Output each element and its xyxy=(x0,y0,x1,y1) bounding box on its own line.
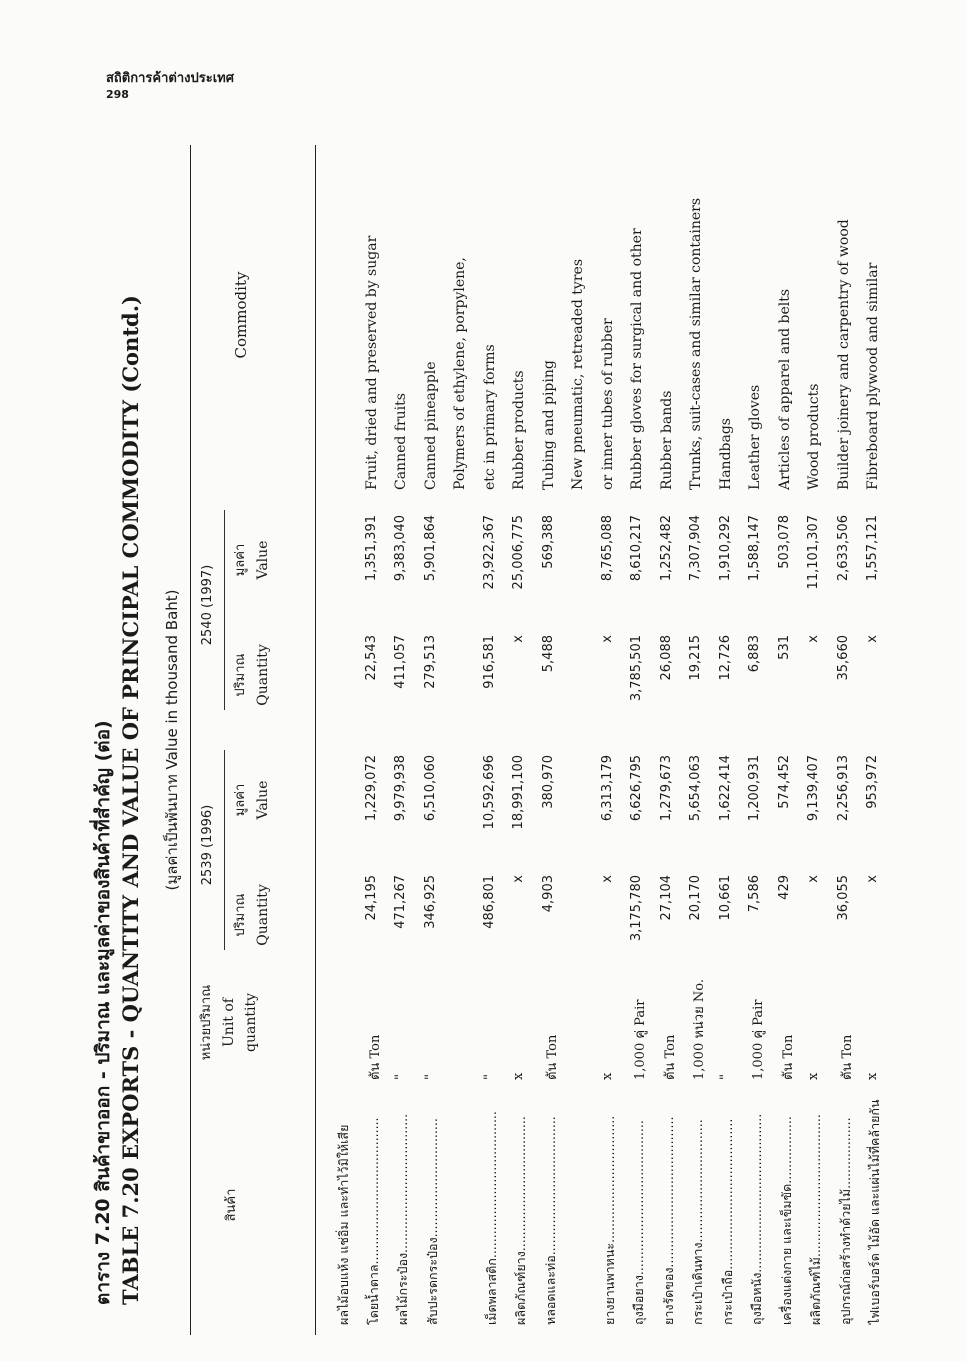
quantity-1997-cell: x xyxy=(511,635,526,643)
page-number: 298 xyxy=(106,88,129,101)
quantity-1996-cell: x xyxy=(599,875,615,883)
quantity-1996-cell: 10,661 xyxy=(717,875,733,921)
header-year-1996: 2539 (1996) xyxy=(200,804,215,886)
table-row xyxy=(861,145,889,1335)
value-1996-cell: 2,256,913 xyxy=(835,755,851,822)
header-unit-thai: หน่วยปริมาณ xyxy=(199,984,214,1061)
table-row xyxy=(537,145,565,1335)
unit-cell: ตัน Ton xyxy=(544,1034,560,1080)
unit-cell: ตัน Ton xyxy=(367,1034,383,1080)
commodity-eng-cell: Leather gloves xyxy=(747,384,763,490)
unit-cell: ตัน Ton xyxy=(662,1034,678,1080)
commodity-eng-cell: etc in primary forms xyxy=(481,344,498,490)
commodity-thai-cell: โดยน้ำตาล..................................... xyxy=(365,1117,381,1325)
value-1997-cell: 8,765,088 xyxy=(599,515,615,582)
table-row xyxy=(360,145,388,1335)
value-1997-cell: 5,901,864 xyxy=(422,515,438,582)
value-1996-cell: 953,972 xyxy=(865,755,880,809)
commodity-eng-cell: Fruit, dried and preserved by sugar xyxy=(363,235,380,490)
quantity-1996-cell: 486,801 xyxy=(481,875,497,929)
quantity-1997-cell: 12,726 xyxy=(717,635,733,681)
quantity-1996-cell: 27,104 xyxy=(658,875,674,921)
table-title-thai: ตาราง 7.20 สินค้าขาออก - ปริมาณ และมูลค่าของสินค้าที่สำคัญ (ต่อ) xyxy=(92,720,114,1305)
header-value-1996-eng: Value xyxy=(255,780,271,820)
value-1996-cell: 574,452 xyxy=(776,755,792,809)
quantity-1997-cell: 35,660 xyxy=(835,635,851,681)
rotated-table-page xyxy=(80,145,900,1335)
commodity-eng-cell: Builder joinery and carpentry of wood xyxy=(835,219,852,490)
quantity-1996-cell: 36,055 xyxy=(835,875,851,921)
value-1997-cell: 11,101,307 xyxy=(806,515,821,590)
unit-cell: x xyxy=(865,1072,880,1080)
commodity-thai-cell: ถุงมือหนัง........................................ xyxy=(749,1113,764,1325)
header-qty-1997-eng: Quantity xyxy=(255,644,271,706)
unit-cell: x xyxy=(511,1072,526,1080)
header-value-1996 xyxy=(230,750,274,850)
quantity-1996-cell: 429 xyxy=(776,875,792,900)
header-commodity-thai-label: สินค้า xyxy=(224,1188,239,1222)
quantity-1997-cell: 19,215 xyxy=(688,635,703,681)
value-1997-cell: 503,078 xyxy=(776,515,792,569)
quantity-1997-cell: 279,513 xyxy=(422,635,438,689)
commodity-thai-cell: อุปกรณ์ก่อสร้างทำด้วยไม้.................. xyxy=(837,1117,853,1325)
commodity-thai-cell: หลอดและท่อ................................... xyxy=(542,1116,558,1325)
table-top-rule xyxy=(190,145,191,1335)
commodity-thai-cell: ยางรัดของ...................................... xyxy=(660,1116,676,1325)
value-1996-cell: 6,626,795 xyxy=(629,755,644,822)
header-commodity-thai xyxy=(220,1085,243,1325)
table-row xyxy=(832,145,860,1335)
quantity-1997-cell: x xyxy=(865,635,880,643)
commodity-eng-cell: Wood products xyxy=(806,383,822,490)
value-1996-cell: 1,200,931 xyxy=(747,755,762,822)
header-unit xyxy=(196,965,262,1080)
value-1997-cell: 25,006,775 xyxy=(511,515,526,590)
value-1996-cell: 1,229,072 xyxy=(363,755,379,822)
header-qty-1997 xyxy=(230,630,274,720)
commodity-thai-cell: ผลิตภัณฑ์ยาง.................................. xyxy=(513,1116,528,1325)
commodity-thai-cell: ยางยานพาหนะ................................ xyxy=(601,1115,617,1325)
value-1997-cell: 1,588,147 xyxy=(747,515,762,582)
quantity-1997-cell: 411,057 xyxy=(393,635,408,689)
header-value-1997 xyxy=(230,510,274,610)
header-qty-1996 xyxy=(230,870,274,960)
table-row xyxy=(419,145,447,1335)
unit-cell: " xyxy=(481,1074,497,1080)
header-year-1997: 2540 (1997) xyxy=(200,564,215,646)
value-1996-cell: 10,592,696 xyxy=(481,755,497,830)
commodity-thai-cell: ผลไม้กระป๋อง................................... xyxy=(395,1113,410,1325)
unit-cell: x xyxy=(806,1072,821,1080)
quantity-1997-cell: x xyxy=(806,635,821,643)
quantity-1996-cell: x xyxy=(511,875,526,883)
header-value-1996-thai: มูลค่า xyxy=(233,783,248,817)
commodity-thai-cell: ผลิตภัณฑ์ไม้.................................... xyxy=(808,1114,823,1325)
table-header-rule xyxy=(315,145,316,1335)
quantity-1996-cell: 4,903 xyxy=(540,875,556,913)
value-1997-cell: 8,610,217 xyxy=(629,515,644,582)
commodity-eng-cell: Polymers of ethylene, porpylene, xyxy=(452,257,468,490)
commodity-thai-cell: เม็ดพลาสติก..................................... xyxy=(483,1111,499,1325)
table-row xyxy=(507,145,535,1335)
quantity-1997-cell: 531 xyxy=(776,635,792,660)
value-1996-cell: 1,279,673 xyxy=(658,755,674,822)
table-row xyxy=(684,145,712,1335)
quantity-1997-cell: 22,543 xyxy=(363,635,379,681)
value-1997-cell: 7,307,904 xyxy=(688,515,703,582)
quantity-1997-cell: 3,785,501 xyxy=(629,635,644,702)
commodity-eng-cell: New pneumatic, retreaded tyres xyxy=(570,259,586,490)
table-row xyxy=(330,145,358,1335)
value-1996-cell: 9,979,938 xyxy=(393,755,408,822)
unit-note: (มูลค่าเป็นพันบาท Value in thousand Baht) xyxy=(163,589,181,891)
unit-cell: x xyxy=(599,1072,615,1080)
table-row xyxy=(596,145,624,1335)
value-1996-cell: 1,622,414 xyxy=(717,755,733,822)
header-qty-1996-eng: Quantity xyxy=(255,884,271,946)
value-1996-cell: 18,991,100 xyxy=(511,755,526,830)
quantity-1996-cell: 346,925 xyxy=(422,875,438,929)
commodity-eng-cell: Tubing and piping xyxy=(540,360,557,490)
quantity-1997-cell: 916,581 xyxy=(481,635,497,689)
commodity-eng-cell: Canned pineapple xyxy=(422,361,439,490)
quantity-1996-cell: x xyxy=(806,875,821,883)
value-1996-cell: 380,970 xyxy=(540,755,556,809)
commodity-thai-cell: เครื่องแต่งกาย และเข็มขัด................. xyxy=(778,1116,794,1325)
quantity-1996-cell: 7,586 xyxy=(747,875,762,913)
year-1996-underline xyxy=(224,750,225,950)
quantity-1997-cell: x xyxy=(599,635,615,643)
value-1997-cell: 569,388 xyxy=(540,515,556,569)
table-row xyxy=(389,145,417,1335)
value-1997-cell: 2,633,506 xyxy=(835,515,851,582)
header-commodity-eng: Commodity xyxy=(232,271,250,359)
commodity-eng-cell: Trunks, suit-cases and similar containers xyxy=(688,197,704,490)
table-row xyxy=(448,145,476,1335)
value-1997-cell: 1,910,292 xyxy=(717,515,733,582)
commodity-eng-cell: Rubber bands xyxy=(658,390,675,490)
table-row xyxy=(625,145,653,1335)
header-value-1997-thai: มูลค่า xyxy=(233,543,248,577)
commodity-eng-cell: Articles of apparel and belts xyxy=(776,288,793,490)
unit-cell: ตัน Ton xyxy=(780,1034,796,1080)
page-header xyxy=(106,70,234,102)
table-row xyxy=(743,145,771,1335)
commodity-thai-cell: กระเป๋าถือ...................................... xyxy=(719,1118,735,1325)
commodity-thai-cell: สับปะรดกระป๋อง.............................. xyxy=(424,1118,440,1325)
header-qty-1996-thai: ปริมาณ xyxy=(233,893,248,937)
unit-cell: " xyxy=(717,1074,733,1080)
quantity-1997-cell: 6,883 xyxy=(747,635,762,673)
table-row xyxy=(714,145,742,1335)
quantity-1996-cell: 3,175,780 xyxy=(629,875,644,942)
commodity-eng-cell: or inner tubes of rubber xyxy=(599,318,616,490)
table-row xyxy=(655,145,683,1335)
publication-title: สถิติการค้าต่างประเทศ xyxy=(106,71,234,86)
table-row xyxy=(773,145,801,1335)
year-1997-underline xyxy=(224,510,225,710)
quantity-1996-cell: 20,170 xyxy=(688,875,703,921)
unit-cell: 1,000 คู่ Pair xyxy=(751,999,766,1080)
table-row xyxy=(478,145,506,1335)
table-row xyxy=(802,145,830,1335)
value-1996-cell: 6,313,179 xyxy=(599,755,615,822)
commodity-eng-cell: Canned fruits xyxy=(393,393,409,490)
commodity-eng-cell: Fibreboard plywood and similar xyxy=(865,262,881,490)
quantity-1996-cell: x xyxy=(865,875,880,883)
value-1997-cell: 9,383,040 xyxy=(393,515,408,582)
unit-cell: ตัน Ton xyxy=(839,1034,855,1080)
header-qty-1997-thai: ปริมาณ xyxy=(233,653,248,697)
quantity-1997-cell: 5,488 xyxy=(540,635,556,673)
commodity-thai-cell: ไฟเบอร์บอร์ด ไม้อัด และแผ่นไม้ที่คล้ายกัน xyxy=(867,1099,882,1325)
value-1997-cell: 1,557,121 xyxy=(865,515,880,582)
header-unit-eng-1: Unit of xyxy=(221,998,237,1047)
unit-cell: " xyxy=(393,1074,408,1080)
value-1997-cell: 23,922,367 xyxy=(481,515,497,590)
commodity-thai-cell: ผลไม้อบแห้ง แช่อิ่ม และทำไว้มิให้เสีย xyxy=(336,1124,351,1325)
table-row xyxy=(566,145,594,1335)
unit-cell: 1,000 หน่วย No. xyxy=(692,979,707,1080)
value-1996-cell: 6,510,060 xyxy=(422,755,438,822)
quantity-1997-cell: 26,088 xyxy=(658,635,674,681)
header-value-1997-eng: Value xyxy=(255,540,271,580)
commodity-eng-cell: Rubber gloves for surgical and other xyxy=(629,228,645,490)
header-unit-eng-2: quantity xyxy=(243,993,259,1052)
commodity-thai-cell: ถุงมือยาง....................................... xyxy=(631,1120,646,1325)
unit-cell: " xyxy=(422,1074,438,1080)
value-1996-cell: 9,139,407 xyxy=(806,755,821,822)
commodity-thai-cell: กระเป๋าเดินทาง............................... xyxy=(690,1119,705,1325)
commodity-eng-cell: Handbags xyxy=(717,418,734,490)
value-1996-cell: 5,654,063 xyxy=(688,755,703,822)
value-1997-cell: 1,351,391 xyxy=(363,515,379,582)
table-title-english: TABLE 7.20 EXPORTS - QUANTITY AND VALUE OF PRINCIPAL COMMODITY (Contd.) xyxy=(118,295,143,1305)
unit-cell: 1,000 คู่ Pair xyxy=(633,999,648,1080)
value-1997-cell: 1,252,482 xyxy=(658,515,674,582)
quantity-1996-cell: 471,267 xyxy=(393,875,408,929)
commodity-eng-cell: Rubber products xyxy=(511,370,527,490)
quantity-1996-cell: 24,195 xyxy=(363,875,379,921)
